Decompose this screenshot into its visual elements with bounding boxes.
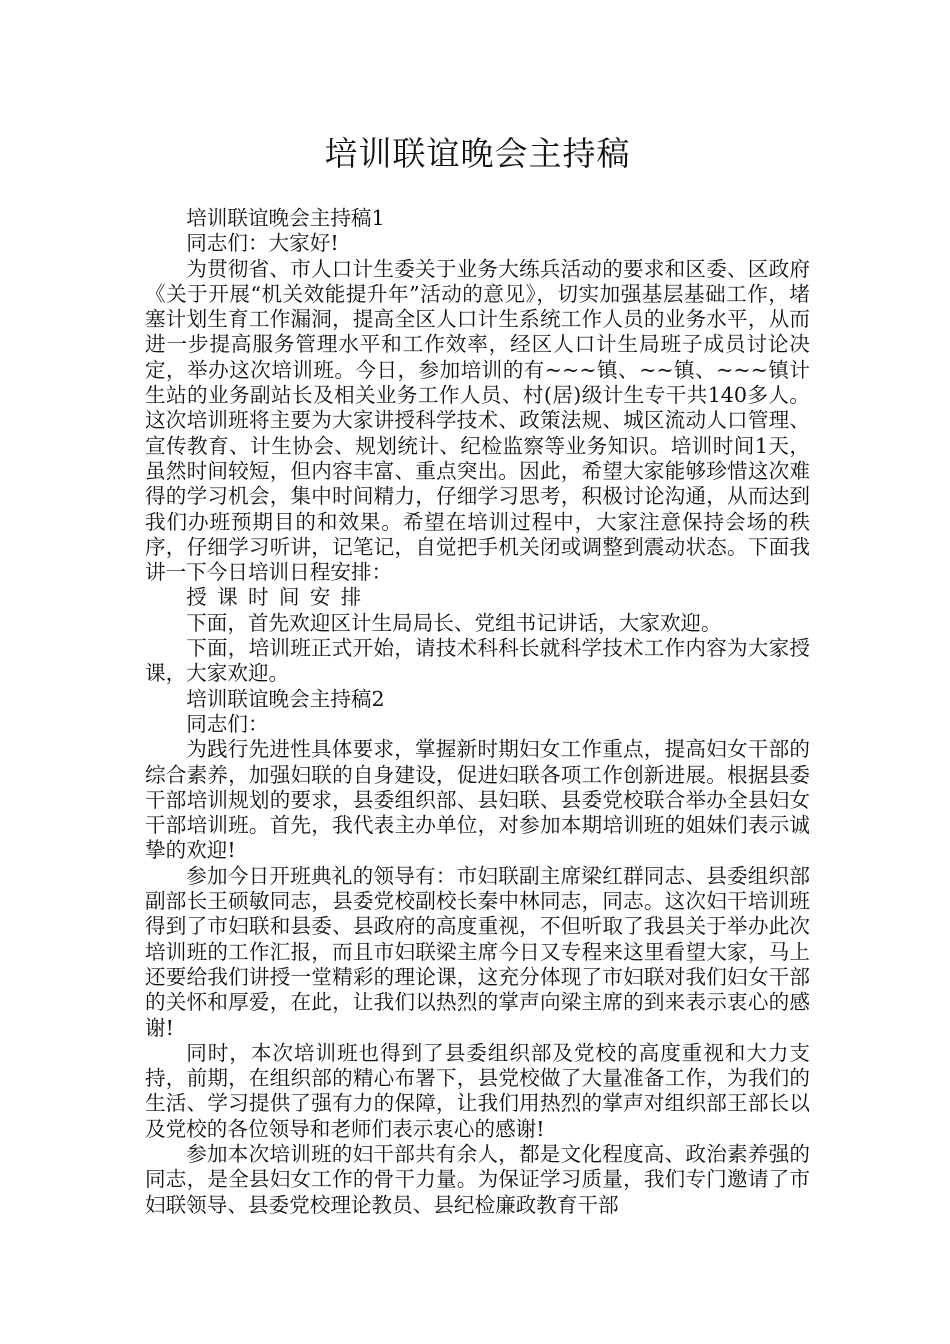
document-body — [145, 206, 810, 1218]
paragraph-participants: 参加本次培训班的妇干部共有余人，都是文化程度高、政治素养强的同志，是全县妇女工作的骨干力量。为保证学习质量，我们专门邀请了市妇联领导、县委党校理论教员、县纪检廉政教育干部 — [145, 1141, 810, 1217]
paragraph-intro-1: 为贯彻省、市人口计生委关于业务大练兵活动的要求和区委、区政府《关于开展“机关效能提升年”活动的意见》，切实加强基层基础工作，堵塞计划生育工作漏洞，提高全区人口计生系统工作人员的业务水平，从而进一步提高服务管理水平和工作效率，经区人口计生局班子成员讨论决定，举办这次培训班。今日，参加培训的有~~~镇、~~镇、~~~镇计生站的业务副站长及相关业务工作人员、村(居)级计生专干共140多人。这次培训班将主要为大家讲授科学技术、政策法规、城区流动人口管理、宣传教育、计生协会、规划统计、纪检监察等业务知识。培训时间1天，虽然时间较短，但内容丰富、重点突出。因此，希望大家能够珍惜这次难得的学习机会，集中时间精力，仔细学习思考，积极讨论沟通，从而达到我们办班预期目的和效果。希望在培训过程中，大家注意保持会场的秩序，仔细学习听讲，记笔记，自觉把手机关闭或调整到震动状态。下面我讲一下今日培训日程安排： — [145, 256, 810, 585]
paragraph-support: 同时，本次培训班也得到了县委组织部及党校的高度重视和大力支持，前期，在组织部的精心布署下，县党校做了大量准备工作，为我们的生活、学习提供了强有力的保障，让我们用热烈的掌声对组织部王部长以及党校的各位领导和老师们表示衷心的感谢! — [145, 1040, 810, 1141]
paragraph-heading-1: 培训联谊晚会主持稿1 — [186, 206, 385, 230]
paragraph-greeting-2: 同志们： — [186, 711, 269, 736]
document-page — [145, 120, 810, 1218]
paragraph-heading-2: 培训联谊晚会主持稿2 — [186, 686, 385, 711]
paragraph-leaders: 参加今日开班典礼的领导有：市妇联副主席梁红群同志、县委组织部副部长王硕敏同志，县委党校副校长秦中林同志，同志。这次妇干培训班得到了市妇联和县委、县政府的高度重视，不但听取了我县关于举办此次培训班的工作汇报，而且市妇联梁主席今日又专程来这里看望大家，马上还要给我们讲授一堂精彩的理论课，这充分体现了市妇联对我们妇女干部的关怀和厚爱，在此，让我们以热烈的掌声向梁主席的到来表示衷心的感谢! — [145, 863, 810, 1040]
paragraph-greeting-1: 同志们：大家好! — [186, 231, 339, 256]
paragraph-welcome-speech: 下面，首先欢迎区计生局局长、党组书记讲话，大家欢迎。 — [186, 610, 722, 635]
paragraph-intro-2: 为践行先进性具体要求，掌握新时期妇女工作重点，提高妇女干部的综合素养，加强妇联的自身建设，促进妇联各项工作创新进展。根据县委干部培训规划的要求，县委组织部、县妇联、县委党校联合举办全县妇女干部培训班。首先，我代表主办单位，对参加本期培训班的姐妹们表示诚挚的欢迎! — [145, 737, 810, 863]
document-title: 培训联谊晚会主持稿 — [324, 134, 631, 173]
paragraph-class-start: 下面，培训班正式开始，请技术科科长就科学技术工作内容为大家授课，大家欢迎。 — [145, 636, 810, 686]
paragraph-schedule-heading: 授课时间安排 — [186, 585, 372, 610]
